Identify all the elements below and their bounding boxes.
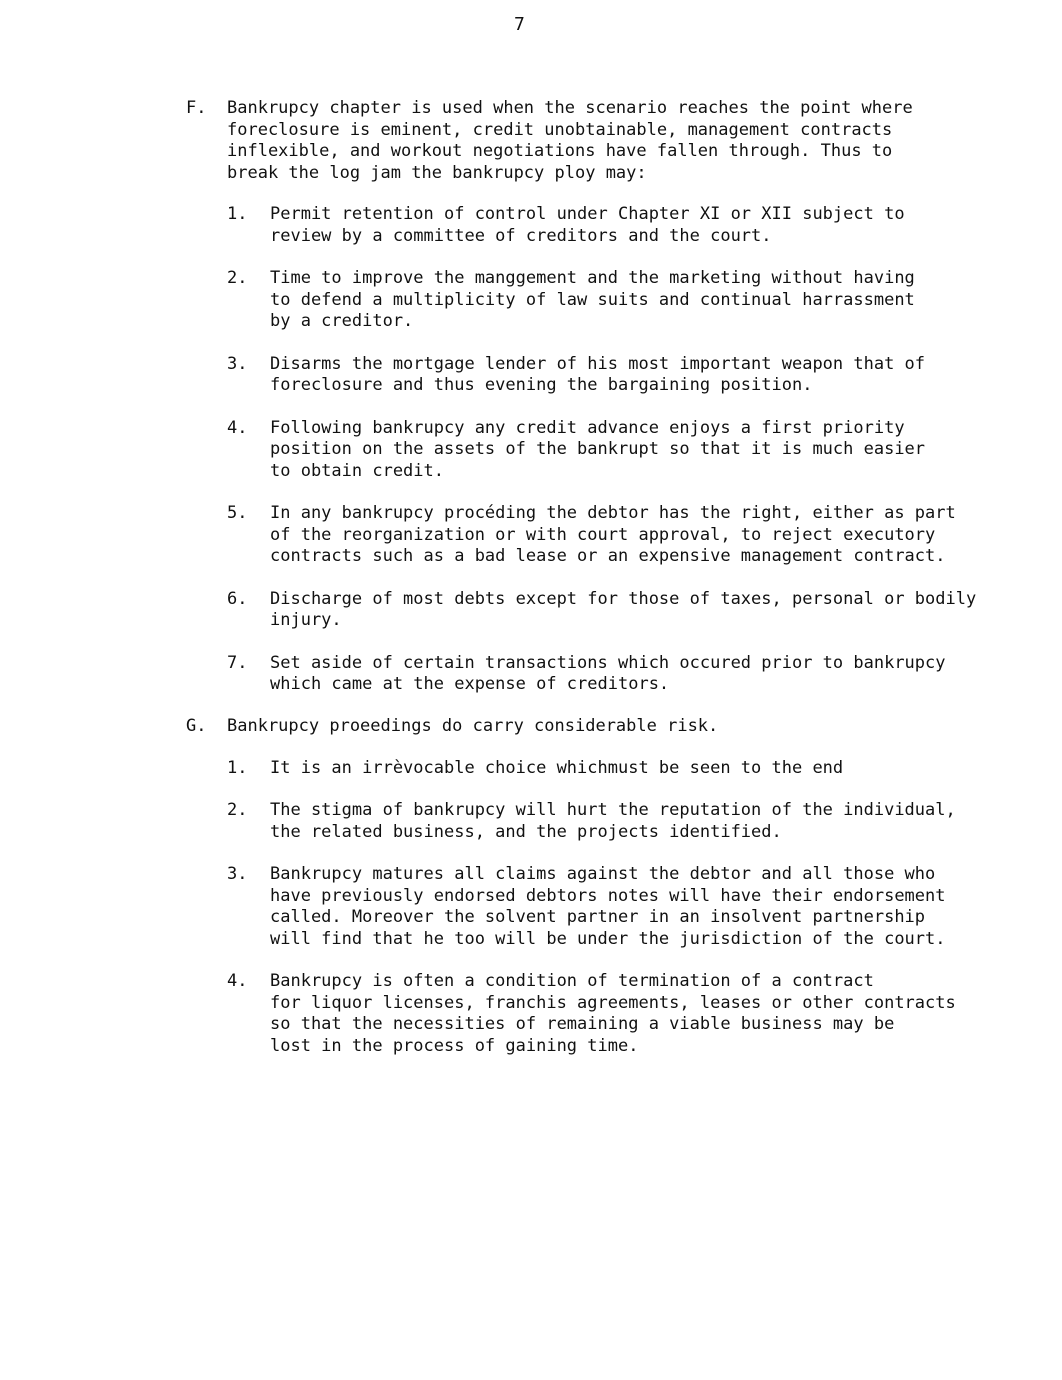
item-number: 4. — [227, 971, 248, 991]
section-intro-text: Bankrupcy chapter is used when the scenario reaches the point where foreclosure is eminent, credit unobtainable, management contracts inflexible, and workout negotiations have fallen through. Thus to break the log jam the bankrupcy ploy may: — [227, 98, 913, 183]
item-text: Bankrupcy matures all claims against the debtor and all those who have previously endorsed debtors notes will have their endorsement called. Moreover the solvent partner in an insolvent partnership will find that he too will be under the jurisdiction of the court. — [270, 864, 946, 949]
list-item — [227, 758, 1016, 780]
section-g — [186, 716, 1016, 1078]
list-item — [227, 418, 1016, 483]
page-number: 7 — [514, 14, 525, 35]
item-text: The stigma of bankrupcy will hurt the reputation of the individual, the related business, and the projects identified. — [270, 800, 956, 842]
numbered-list — [227, 758, 1016, 1058]
item-text: It is an irrèvocable choice whichmust be seen to the end — [270, 757, 844, 778]
section-f — [186, 98, 1016, 717]
list-item — [227, 864, 1016, 950]
list-item — [227, 800, 1016, 843]
item-number: 1. — [227, 204, 248, 224]
item-number: 6. — [227, 588, 248, 609]
item-number: 7. — [227, 652, 248, 673]
section-letter: G. — [186, 716, 207, 736]
list-item — [227, 589, 1016, 632]
item-text: In any bankrupcy procéding the debtor has the right, either as part of the reorganization or with court approval, to reject executory contracts such as a bad lease or an expensive management contract. — [270, 503, 956, 566]
item-number: 5. — [227, 503, 248, 523]
item-number: 4. — [227, 417, 248, 438]
item-number: 2. — [227, 800, 248, 820]
item-text: Set aside of certain transactions which occured prior to bankrupcy which came at the expense of creditors. — [270, 652, 946, 694]
item-number: 3. — [227, 353, 248, 374]
list-item — [227, 354, 1016, 397]
list-item — [227, 971, 1016, 1057]
item-text: Time to improve the manggement and the marketing without having to defend a multiplicity of law suits and continual harrassment by a creditor. — [270, 268, 915, 331]
item-text: Permit retention of control under Chapter XI or XII subject to review by a committee of creditors and the court. — [270, 204, 905, 246]
item-number: 2. — [227, 268, 248, 288]
item-number: 3. — [227, 864, 248, 884]
list-item — [227, 653, 1016, 696]
section-letter: F. — [186, 98, 207, 118]
item-text: Following bankrupcy any credit advance enjoys a first priority position on the assets of the bankrupt so that it is much easier to obtain credit. — [270, 417, 926, 481]
item-number: 1. — [227, 757, 248, 778]
item-text: Disarms the mortgage lender of his most important weapon that of foreclosure and thus evening the bargaining position. — [270, 353, 926, 395]
section-intro-text: Bankrupcy proeedings do carry considerable risk. — [227, 716, 719, 736]
item-text: Discharge of most debts except for those of taxes, personal or bodily injury. — [270, 588, 977, 630]
item-text: Bankrupcy is often a condition of termination of a contract for liquor licenses, franchis agreements, leases or other contracts so that the necessities of remaining a viable business may be lost in the process of gaining time. — [270, 971, 956, 1056]
numbered-list — [227, 204, 1016, 696]
list-item — [227, 204, 1016, 247]
list-item — [227, 503, 1016, 568]
list-item — [227, 268, 1016, 333]
